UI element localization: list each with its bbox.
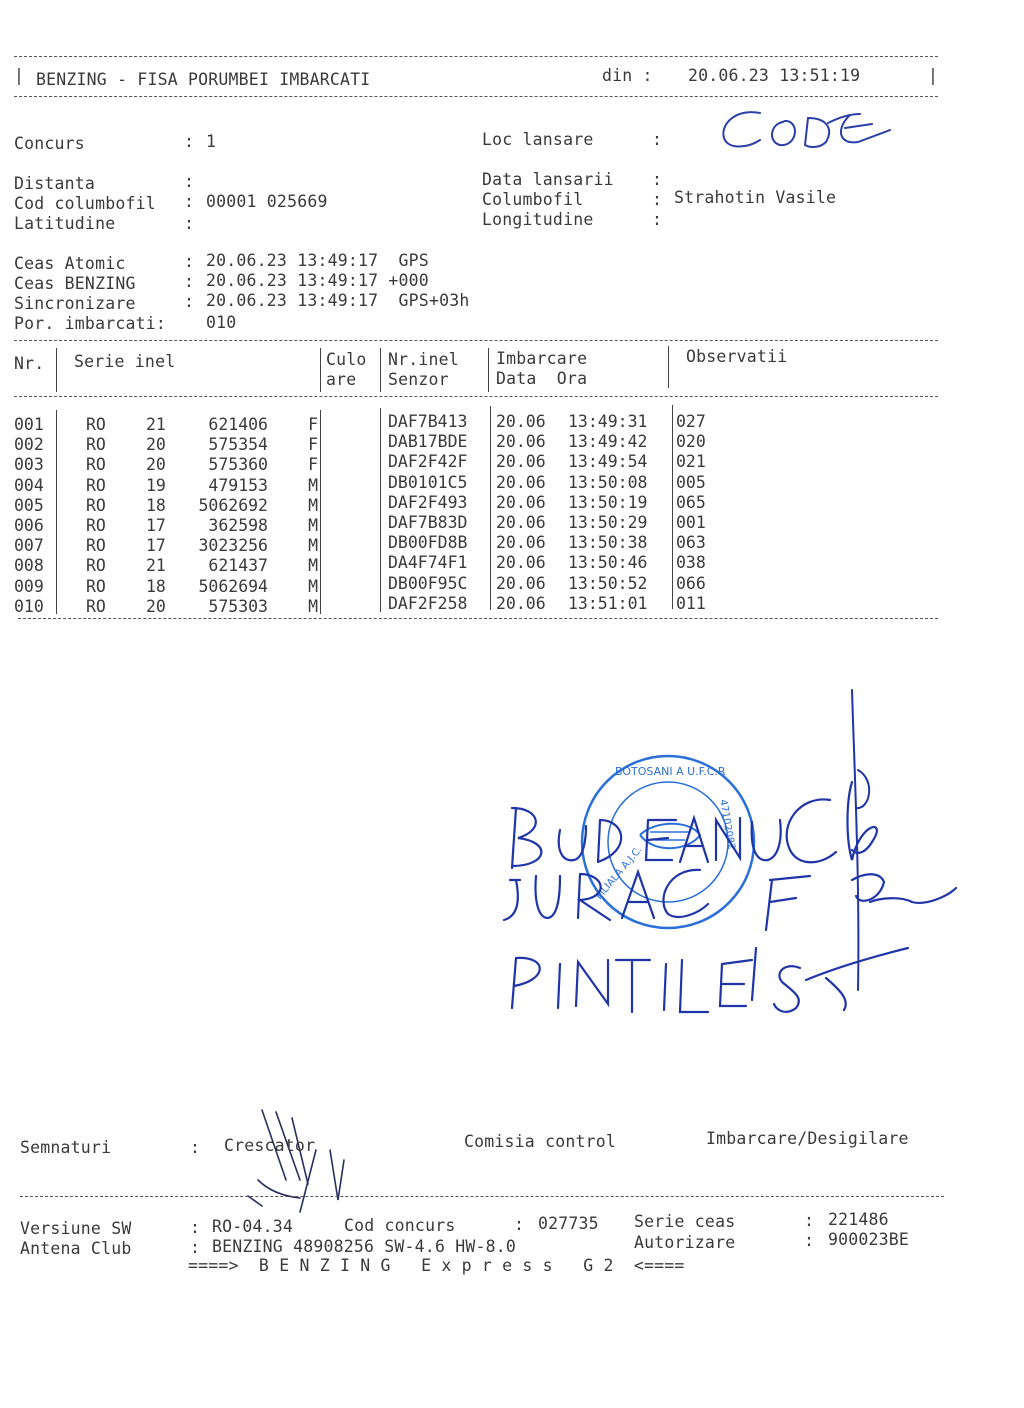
row-an: 17: [146, 516, 166, 535]
row-an: 18: [146, 576, 166, 596]
distanta-label: Distanta: [14, 174, 96, 193]
row-ora: 13:49:54: [568, 452, 648, 472]
row-inel: 621406: [208, 415, 268, 434]
loc-lansare-label: Loc lansare: [482, 130, 594, 149]
header-data-ora: Data Ora: [496, 369, 588, 388]
por-imbarcati-label: Por. imbarcati:: [14, 314, 167, 333]
row-observatii: 066: [676, 573, 706, 593]
row-sex: M: [308, 596, 318, 616]
row-data: 20.06: [496, 513, 546, 532]
row-inel: 3023256: [198, 536, 268, 556]
ceas-atomic-colon: :: [184, 252, 195, 271]
row-observatii: 005: [676, 472, 706, 492]
antena-colon: :: [190, 1238, 201, 1257]
row-an: 20: [146, 435, 166, 455]
row-ora: 13:49:31: [568, 412, 648, 431]
row-tara: RO: [86, 576, 106, 596]
loc-lansare-colon: :: [652, 130, 663, 149]
sincronizare-colon: :: [184, 292, 195, 311]
row-sex: M: [308, 536, 318, 556]
row-tara: RO: [86, 415, 106, 434]
row-nr: 003: [14, 455, 44, 475]
row-an: 17: [146, 536, 166, 556]
row-observatii: 027: [676, 412, 706, 431]
serie-ceas-value: 221486: [828, 1210, 889, 1229]
header-nr-inel: Nr.inel: [388, 350, 459, 369]
row-observatii: 001: [676, 513, 706, 532]
columbofil-label: Columbofil: [482, 190, 584, 209]
row-senzor: DB00FD8B: [388, 533, 468, 553]
row-data: 20.06: [496, 432, 546, 452]
row-ora: 13:50:46: [568, 553, 648, 573]
row-observatii: 011: [676, 593, 706, 613]
row-inel: 5062692: [198, 495, 268, 515]
row-inel: 5062694: [198, 576, 268, 596]
row-observatii: 038: [676, 553, 706, 573]
ceas-benzing-value: 20.06.23 13:49:17 +000: [206, 271, 429, 290]
row-sex: F: [308, 435, 318, 455]
row-senzor: DB0101C5: [388, 472, 468, 492]
row-nr: 010: [14, 596, 44, 616]
din-value: 20.06.23 13:51:19: [688, 66, 861, 85]
cod-columbofil-colon: :: [184, 192, 195, 211]
row-inel: 479153: [208, 475, 268, 495]
cod-concurs-value: 027735: [538, 1214, 599, 1233]
row-data: 20.06: [496, 492, 546, 512]
row-sex: M: [308, 495, 318, 515]
row-nr: 002: [14, 435, 44, 455]
club-stamp: [582, 756, 754, 928]
row-tara: RO: [86, 516, 106, 535]
row-data: 20.06: [496, 452, 546, 472]
svg-text:FILIALA A.J.C.: FILIALA A.J.C.: [593, 844, 645, 902]
latitudine-colon: :: [184, 214, 195, 233]
row-tara: RO: [86, 556, 106, 576]
row-nr: 005: [14, 495, 44, 515]
serie-ceas-colon: :: [804, 1211, 815, 1230]
row-ora: 13:51:01: [568, 593, 648, 613]
row-data: 20.06: [496, 533, 546, 553]
header-serie-inel: Serie inel: [74, 352, 176, 371]
semnaturi-label: Semnaturi: [20, 1138, 112, 1157]
antena-value: BENZING 48908256 SW-4.6 HW-8.0: [212, 1237, 517, 1256]
row-inel: 575303: [208, 596, 268, 616]
header-observatii: Observatii: [686, 347, 788, 366]
row-senzor: DAF2F493: [388, 492, 468, 512]
svg-text:47102082: 47102082: [717, 798, 737, 851]
footer-rule: [20, 1196, 944, 1197]
autorizare-value: 900023BE: [828, 1230, 910, 1249]
row-observatii: 021: [676, 452, 706, 472]
row-nr: 006: [14, 516, 44, 535]
header-nr: Nr.: [14, 354, 45, 373]
row-inel: 362598: [208, 516, 268, 535]
row-senzor: DAF2F42F: [388, 452, 468, 472]
row-an: 19: [146, 475, 166, 495]
semnaturi-colon: :: [190, 1138, 201, 1157]
row-data: 20.06: [496, 593, 546, 613]
row-an: 21: [146, 415, 166, 434]
row-inel: 575354: [208, 435, 268, 455]
svg-text:BOTOSANI A U.F.C.R: BOTOSANI A U.F.C.R: [615, 765, 726, 778]
row-sex: M: [308, 475, 318, 495]
row-senzor: DA4F74F1: [388, 553, 468, 573]
versiune-colon: :: [190, 1218, 201, 1237]
row-tara: RO: [86, 536, 106, 556]
row-sex: M: [308, 576, 318, 596]
row-inel: 575360: [208, 455, 268, 475]
ceas-benzing-label: Ceas BENZING: [14, 274, 136, 293]
loc-lansare-handwriting: [723, 112, 890, 147]
signature-pintilei: [512, 948, 908, 1012]
row-an: 21: [146, 556, 166, 576]
row-sex: F: [308, 415, 318, 434]
antena-label: Antena Club: [20, 1239, 132, 1258]
row-ora: 13:49:42: [568, 432, 648, 452]
row-observatii: 020: [676, 432, 706, 452]
ceas-benzing-colon: :: [184, 272, 195, 291]
row-senzor: DAF7B413: [388, 412, 468, 431]
autorizare-label: Autorizare: [634, 1233, 736, 1252]
columbofil-colon: :: [652, 190, 663, 209]
por-imbarcati-value: 010: [206, 313, 237, 332]
distanta-colon: :: [184, 172, 195, 191]
row-nr: 001: [14, 415, 44, 434]
cod-concurs-colon: :: [514, 1215, 525, 1234]
concurs-label: Concurs: [14, 134, 85, 153]
latitudine-label: Latitudine: [14, 214, 116, 233]
ceas-atomic-value: 20.06.23 13:49:17 GPS: [206, 251, 429, 270]
row-ora: 13:50:52: [568, 573, 648, 593]
row-observatii: 063: [676, 533, 706, 553]
row-ora: 13:50:08: [568, 472, 648, 492]
row-data: 20.06: [496, 553, 546, 573]
sincronizare-value: 20.06.23 13:49:17 GPS+03h: [206, 291, 470, 310]
row-ora: 13:50:29: [568, 513, 648, 532]
row-an: 20: [146, 455, 166, 475]
crescator-label: Crescator: [224, 1136, 316, 1155]
row-ora: 13:50:38: [568, 533, 648, 553]
longitudine-colon: :: [652, 210, 663, 229]
versiune-label: Versiune SW: [20, 1219, 132, 1238]
row-tara: RO: [86, 495, 106, 515]
row-sex: F: [308, 455, 318, 475]
row-tara: RO: [86, 435, 106, 455]
row-senzor: DB00F95C: [388, 573, 468, 593]
header-left-bar: |: [14, 66, 25, 85]
cod-concurs-label: Cod concurs: [344, 1216, 456, 1235]
data-lansarii-colon: :: [652, 170, 663, 189]
header-senzor: Senzor: [388, 370, 449, 389]
row-an: 20: [146, 596, 166, 616]
row-tara: RO: [86, 475, 106, 495]
row-sex: M: [308, 516, 318, 535]
header-are: are: [326, 370, 357, 389]
signature-budeanu: [512, 782, 877, 868]
row-inel: 621437: [208, 556, 268, 576]
row-tara: RO: [86, 596, 106, 616]
concurs-colon: :: [184, 132, 195, 151]
longitudine-label: Longitudine: [482, 210, 594, 229]
data-lansarii-label: Data lansarii: [482, 170, 614, 189]
row-tara: RO: [86, 455, 106, 475]
row-senzor: DAB17BDE: [388, 432, 468, 452]
header-right-bar: |: [928, 66, 939, 85]
sincronizare-label: Sincronizare: [14, 294, 136, 313]
document-title: BENZING - FISA PORUMBEI IMBARCATI: [36, 70, 371, 89]
header-culo: Culo: [326, 350, 367, 369]
row-ora: 13:50:19: [568, 492, 648, 512]
row-sex: M: [308, 556, 318, 576]
ceas-atomic-label: Ceas Atomic: [14, 254, 126, 273]
comisia-control-label: Comisia control: [464, 1132, 617, 1151]
row-an: 18: [146, 495, 166, 515]
row-data: 20.06: [496, 412, 546, 431]
imbarcare-desigilare-label: Imbarcare/Desigilare: [706, 1129, 909, 1148]
cod-columbofil-label: Cod columbofil: [14, 194, 156, 213]
row-senzor: DAF2F258: [388, 593, 468, 613]
row-nr: 004: [14, 475, 44, 495]
din-label: din :: [602, 66, 653, 85]
row-nr: 008: [14, 556, 44, 576]
row-nr: 009: [14, 576, 44, 596]
cod-columbofil-value: 00001 025669: [206, 192, 328, 211]
benzing-banner: ====> B E N Z I N G E x p r e s s G 2 <====: [188, 1256, 685, 1275]
autorizare-colon: :: [804, 1231, 815, 1250]
serie-ceas-label: Serie ceas: [634, 1212, 736, 1231]
row-senzor: DAF7B83D: [388, 513, 468, 532]
versiune-value: RO-04.34: [212, 1217, 294, 1236]
row-observatii: 065: [676, 492, 706, 512]
columbofil-value: Strahotin Vasile: [674, 188, 837, 207]
row-nr: 007: [14, 536, 44, 556]
row-data: 20.06: [496, 472, 546, 492]
concurs-value: 1: [206, 132, 217, 151]
header-imbarcare: Imbarcare: [496, 349, 588, 368]
row-data: 20.06: [496, 573, 546, 593]
